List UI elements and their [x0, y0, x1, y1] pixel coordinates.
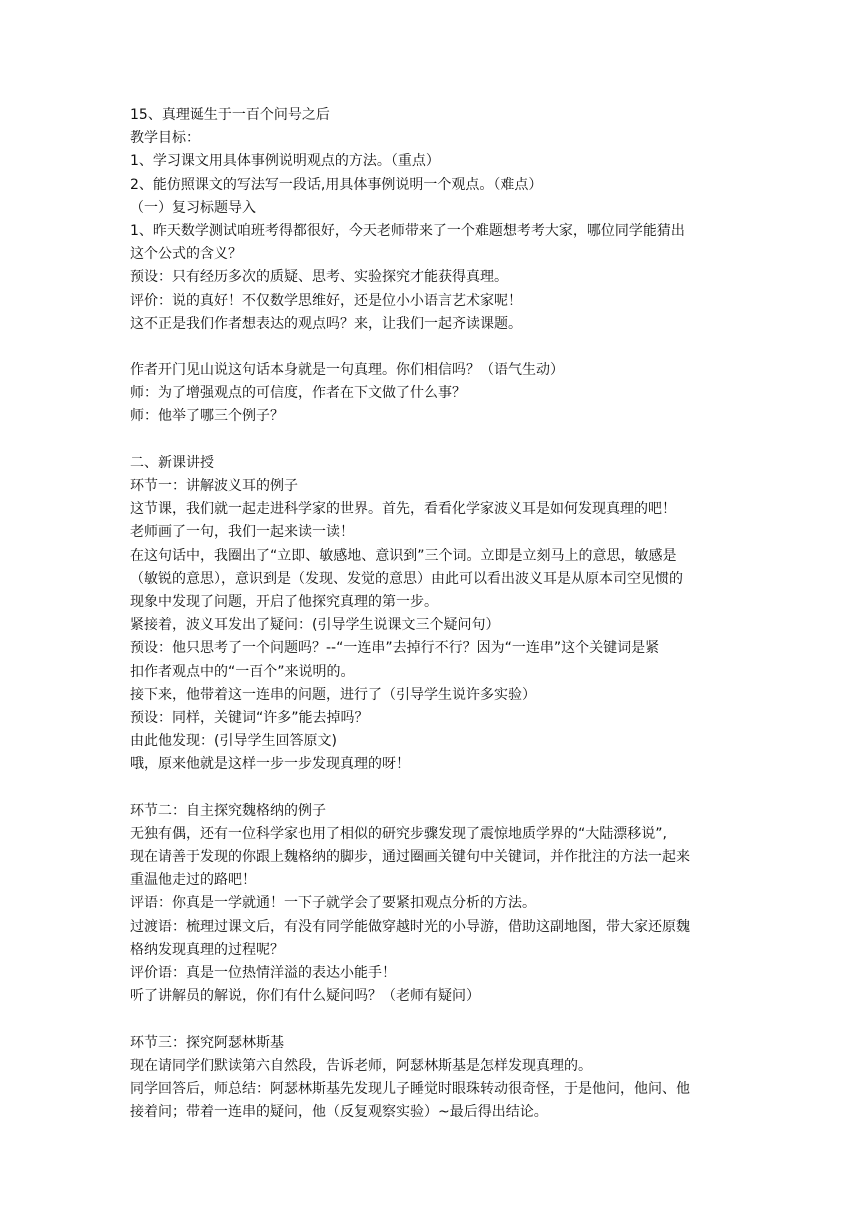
- doc-line: 预设：他只思考了一个问题吗？--“一连串”去掉行不行？因为“一连串”这个关键词是紧: [130, 640, 660, 657]
- doc-line: 1、昨天数学测试咱班考得都很好，今天老师带来了一个难题想考考大家，哪位同学能猜出: [130, 222, 685, 239]
- doc-line: 紧接着，波义耳发出了疑问：(引导学生说课文三个疑问句）: [130, 617, 500, 634]
- doc-line: 2、能仿照课文的写法写一段话,用具体事例说明一个观点。（难点）: [130, 176, 543, 193]
- doc-line: 听了讲解员的解说，你们有什么疑问吗？（老师有疑问）: [130, 988, 480, 1005]
- doc-line: 评价：说的真好！不仅数学思维好，还是位小小语言艺术家呢！: [130, 292, 522, 309]
- doc-line: 这不正是我们作者想表达的观点吗？来，让我们一起齐读课题。: [130, 315, 522, 332]
- doc-line: 环节一：讲解波义耳的例子: [130, 478, 298, 494]
- doc-line: 评语：你真是一学就通！一下子就学会了要紧扣观点分析的方法。: [130, 895, 536, 912]
- doc-line: 预设：只有经历多次的质疑、思考、实验探究才能获得真理。: [130, 269, 508, 286]
- doc-line: 作者开门见山说这句话本身就是一句真理。你们相信吗？（语气生动）: [130, 362, 564, 379]
- doc-line: 哦，原来他就是这样一步一步发现真理的呀！: [130, 756, 410, 773]
- doc-line: 接着问；带着一连串的疑问，他（反复观察实验）~最后得出结论。: [130, 1104, 548, 1121]
- doc-line: 师：他举了哪三个例子？: [130, 408, 284, 425]
- blank-line: [130, 776, 734, 799]
- doc-line: 环节三：探究阿瑟林斯基: [130, 1034, 284, 1051]
- doc-line: （敏锐的意思），意识到是（发现、发觉的意思）由此可以看出波义耳是从原本司空见惯的: [130, 570, 683, 587]
- doc-line: 重温他走过的路吧！: [130, 872, 256, 889]
- document-page: [130, 104, 734, 1124]
- doc-line: 由此他发现：(引导学生回答原文): [130, 733, 337, 750]
- doc-line: 预设：同样，关键词“许多”能去掉吗？: [130, 709, 369, 726]
- doc-line: 接下来，他带着这一连串的问题，进行了（引导学生说许多实验）: [130, 686, 536, 703]
- doc-line: 现在请同学们默读第六自然段，告诉老师，阿瑟林斯基是怎样发现真理的。: [130, 1057, 592, 1074]
- doc-line: 过渡语：梳理过课文后，有没有同学能做穿越时光的小导游，借助这副地图，带大家还原魏: [130, 918, 690, 935]
- doc-line: 评价语：真是一位热情洋溢的表达小能手！: [130, 964, 396, 981]
- doc-line: 扣作者观点中的“一百个”来说明的。: [130, 663, 355, 680]
- blank-line: [130, 336, 734, 359]
- doc-line: 同学回答后，师总结：阿瑟林斯基先发现儿子睡觉时眼珠转动很奇怪，于是他问，他问、他: [130, 1080, 690, 1097]
- doc-line: 1、学习课文用具体事例说明观点的方法。（重点）: [130, 153, 440, 170]
- blank-line: [130, 1008, 734, 1031]
- doc-line: 老师画了一句，我们一起来读一读！: [130, 524, 354, 541]
- doc-line: 二、新课讲授: [130, 454, 214, 471]
- doc-line: 教学目标：: [130, 130, 200, 147]
- doc-line: 师：为了增强观点的可信度，作者在下文做了什么事？: [130, 385, 466, 402]
- doc-line: 在这句话中，我圈出了“立即、敏感地、意识到”三个词。立即是立刻马上的意思，敏感是: [130, 547, 677, 564]
- doc-line: 这节课，我们就一起走进科学家的世界。首先，看看化学家波义耳是如何发现真理的吧！: [130, 501, 676, 518]
- doc-line: 格纳发现真理的过程呢？: [130, 941, 284, 958]
- doc-line: 环节二：自主探究魏格纳的例子: [130, 802, 326, 819]
- doc-line: 15、真理诞生于一百个问号之后: [130, 107, 330, 123]
- doc-line: 现在请善于发现的你跟上魏格纳的脚步，通过圈画关键句中关键词，并作批注的方法一起来: [130, 849, 690, 865]
- doc-line: 无独有偶，还有一位科学家也用了相似的研究步骤发现了震惊地质学界的“大陆漂移说”,: [130, 825, 667, 842]
- doc-line: 现象中发现了问题，开启了他探究真理的第一步。: [130, 593, 438, 610]
- blank-line: [130, 429, 734, 452]
- doc-line: （一）复习标题导入: [130, 199, 256, 216]
- doc-line: 这个公式的含义？: [130, 246, 242, 263]
